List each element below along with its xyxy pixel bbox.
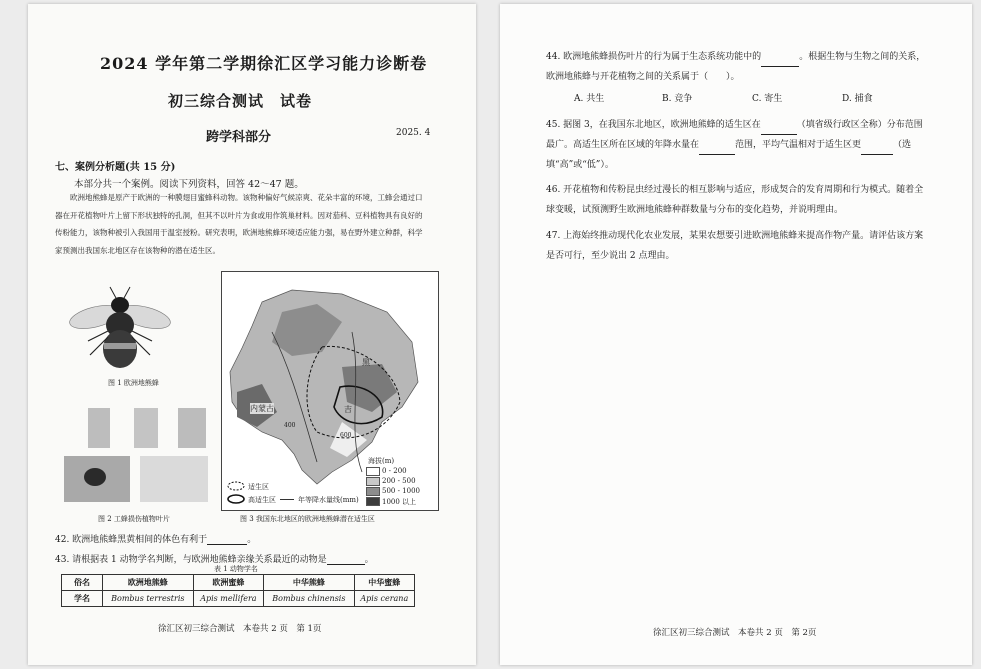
legend-swatch-1 xyxy=(366,477,380,486)
question-45-text-a: 45. 据图 3，在我国东北地区，欧洲地熊蜂的适生区在 xyxy=(546,120,761,130)
table-header-cell: 欧洲地熊蜂 xyxy=(103,575,194,591)
legend-symbols xyxy=(226,480,248,506)
damaged-leaf-photo xyxy=(140,456,208,502)
question-45-text-c: 范围，平均气温相对于适生区更 xyxy=(735,140,862,150)
q44-option-b[interactable]: B. 竞争 xyxy=(662,94,693,104)
table-header-cell: 欧洲蜜蜂 xyxy=(193,575,264,591)
table-caption: 表 1 动物学名 xyxy=(214,565,258,573)
label-inner-mongolia: 内蒙古 xyxy=(250,404,274,413)
answer-blank-45a[interactable] xyxy=(761,133,797,135)
leaf-photo-3 xyxy=(178,408,206,448)
answer-blank-42[interactable] xyxy=(207,543,247,545)
bumblebee-figure xyxy=(68,281,172,373)
section-intro: 本部分共一个案例。阅读下列资料，回答 42～47 题。 xyxy=(74,179,304,190)
question-47: 47. 上海始终推动现代化农业发展，某果农想要引进欧洲地熊蜂来提高作物产量。请评估该方案是否可行，至少说出 2 点理由。 xyxy=(546,231,924,261)
answer-blank-43[interactable] xyxy=(327,563,365,565)
table-header-cell: 中华熊蜂 xyxy=(264,575,354,591)
isohyet-label-400: 400 xyxy=(284,422,296,429)
figure-1-caption: 图 1 欧洲地熊蜂 xyxy=(108,379,159,387)
exam-title: 2024 学年第二学期徐汇区学习能力诊断卷 xyxy=(100,54,428,73)
table-row-label: 学名 xyxy=(62,591,103,607)
table-cell: Bombus terrestris xyxy=(103,591,194,607)
table-row xyxy=(62,591,415,607)
question-42-period: 。 xyxy=(247,535,257,545)
legend-high: 高适生区 xyxy=(248,496,276,504)
isohyet-label-600: 600 xyxy=(340,432,352,439)
legend-elev-0: 0 - 200 xyxy=(382,467,407,475)
label-jilin: 吉 xyxy=(344,405,352,414)
case-passage: 欧洲地熊蜂是原产于欧洲的一种膜翅目蜜蜂科动物。该物种偏好气候凉爽、花朵丰富的环境，工蜂会通过口器在开花植物叶片上留下形状独特的孔洞，但其不以叶片为食或用作筑巢材料。因对茄科、豆科植物具有良好的传粉能力，该物种被引入我国用于温室授粉。研究表明，欧洲地熊蜂环境适应能力强，易在野外建立种群，科学家预测出我国东北地区存在该物种的潜在适生区。 xyxy=(55,193,423,255)
head-shape xyxy=(111,297,129,313)
question-44-text-b: 。根据生物与生物之间的关系，欧洲地熊蜂与开花植物之间的关系属于（ ）。 xyxy=(546,52,926,82)
question-42-text: 42. 欧洲地熊蜂黑黄相间的体色有利于 xyxy=(55,535,208,545)
question-43-period: 。 xyxy=(364,555,374,565)
question-45-text-b: （填省级行政区全称）分布范围最广。高适生区所在区域的年降水量在 xyxy=(546,120,923,150)
animal-names-table xyxy=(61,574,415,607)
legend-isohyet: 年等降水量线(mm) xyxy=(298,496,359,504)
bee-on-leaf-photo xyxy=(64,456,130,502)
antennae-lines xyxy=(110,287,130,298)
legend-suitable-symbol xyxy=(228,482,244,490)
question-42 xyxy=(55,532,256,545)
question-45 xyxy=(546,115,928,175)
table-cell: Apis cerana xyxy=(354,591,414,607)
question-43-text: 43. 请根据表 1 动物学名判断，与欧洲地熊蜂亲缘关系最近的动物是 xyxy=(55,555,327,565)
exam-page-1 xyxy=(28,4,476,665)
figure-3-caption: 图 3 我国东北地区的欧洲地熊蜂潜在适生区 xyxy=(240,515,375,523)
question-46: 46. 开花植物和传粉昆虫经过漫长的相互影响与适应，形成契合的发育周期和行为模式。随着全球变暖，试预测野生欧洲地熊蜂种群数量与分布的变化趋势，并说明理由。 xyxy=(546,185,924,215)
table-header-cell: 俗名 xyxy=(62,575,103,591)
q44-option-a[interactable]: A. 共生 xyxy=(574,94,605,104)
leaf-photo-2 xyxy=(134,408,158,448)
q44-option-c[interactable]: C. 寄生 xyxy=(752,94,783,104)
legend-elevation-title: 海拔(m) xyxy=(368,457,395,465)
legend-swatch-2 xyxy=(366,487,380,496)
label-heilongjiang: 黑 xyxy=(362,358,370,367)
table-header-cell: 中华蜜蜂 xyxy=(354,575,414,591)
legend-elev-1: 200 - 500 xyxy=(382,477,416,485)
legend-isohyet-line xyxy=(280,499,294,500)
legend-elev-2: 500 - 1000 xyxy=(382,487,420,495)
page-2-footer: 徐汇区初三综合测试 本卷共 2 页 第 2页 xyxy=(653,628,817,638)
legend-high-symbol xyxy=(228,495,244,503)
answer-blank-45b[interactable] xyxy=(699,153,735,155)
exam-date: 2025. 4 xyxy=(396,128,431,138)
table-cell: Bombus chinensis xyxy=(264,591,354,607)
page-1-footer: 徐汇区初三综合测试 本卷共 2 页 第 1页 xyxy=(158,624,322,634)
answer-blank-45c[interactable] xyxy=(861,153,893,155)
legend-elev-3: 1000 以上 xyxy=(382,498,417,506)
figure-2-caption: 图 2 工蜂损伤植物叶片 xyxy=(98,515,170,523)
legend-swatch-3 xyxy=(366,497,380,506)
answer-blank-44[interactable] xyxy=(761,65,799,67)
legend-suitable: 适生区 xyxy=(248,483,269,491)
table-header-row xyxy=(62,575,415,591)
exam-page-2 xyxy=(500,4,972,665)
table-cell: Apis mellifera xyxy=(193,591,264,607)
question-44-text-a: 44. 欧洲地熊蜂损伤叶片的行为属于生态系统功能中的 xyxy=(546,52,762,62)
northeast-china-map xyxy=(221,271,439,511)
section-heading: 七、案例分析题(共 15 分) xyxy=(55,162,176,173)
q44-option-d[interactable]: D. 捕食 xyxy=(842,94,873,104)
question-45-text-d: （选填“高”或“低”）。 xyxy=(546,140,912,170)
abdomen-stripe xyxy=(104,343,136,349)
part-title: 跨学科部分 xyxy=(206,130,272,145)
leaf-photo-1 xyxy=(88,408,110,448)
exam-subtitle: 初三综合测试 试卷 xyxy=(168,92,313,110)
question-44 xyxy=(546,47,928,87)
legend-swatch-0 xyxy=(366,467,380,476)
